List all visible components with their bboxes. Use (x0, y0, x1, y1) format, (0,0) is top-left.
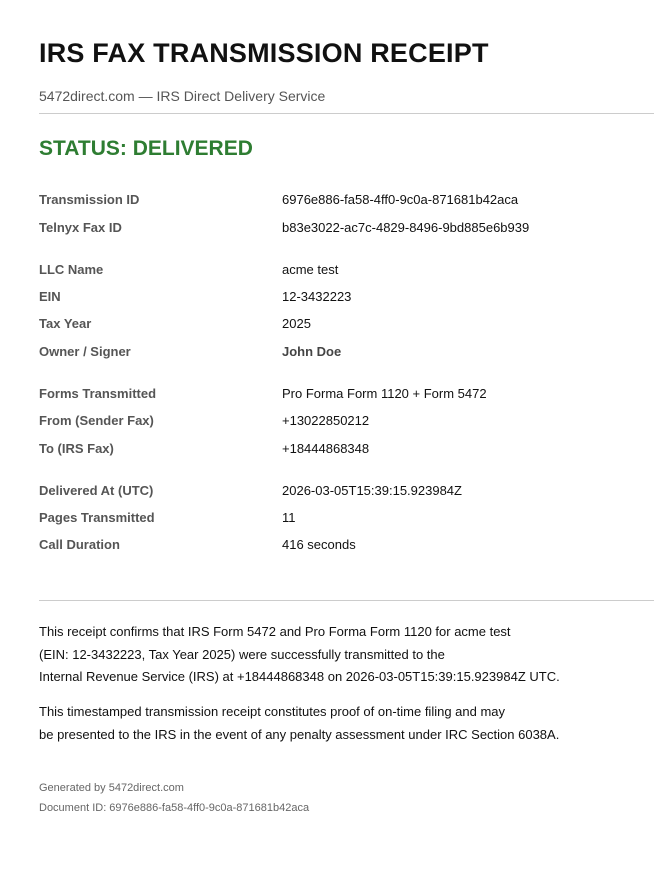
status-badge: STATUS: DELIVERED (39, 137, 253, 160)
paragraph-line: This timestamped transmission receipt constitutes proof of on-time filing and may (39, 704, 506, 719)
field-label: Pages Transmitted (39, 510, 155, 525)
field-label: From (Sender Fax) (39, 413, 154, 428)
body-divider (39, 600, 654, 601)
field-value: 2026-03-05T15:39:15.923984Z (282, 483, 462, 498)
field-transmission-id (39, 192, 639, 210)
field-value: +13022850212 (282, 413, 370, 428)
field-label: Telnyx Fax ID (39, 220, 122, 235)
field-value: 416 seconds (282, 537, 356, 552)
page-subtitle: 5472direct.com — IRS Direct Delivery Service (39, 88, 326, 104)
field-label: Tax Year (39, 316, 92, 331)
field-label: EIN (39, 289, 61, 304)
paragraph-line: This receipt confirms that IRS Form 5472 and Pro Forma Form 1120 for acme test (39, 624, 511, 639)
field-value: John Doe (282, 344, 342, 359)
field-label: Delivered At (UTC) (39, 483, 154, 498)
field-telnyx-fax-id (39, 220, 639, 238)
field-label: To (IRS Fax) (39, 441, 114, 456)
field-label: Owner / Signer (39, 344, 131, 359)
field-sender-fax (39, 413, 639, 431)
header-divider (39, 113, 654, 114)
field-label: Transmission ID (39, 192, 140, 207)
paragraph-line: Internal Revenue Service (IRS) at +18444868348 on 2026-03-05T15:39:15.923984Z UTC. (39, 669, 560, 684)
paragraph-line: (EIN: 12-3432223, Tax Year 2025) were successfully transmitted to the (39, 646, 445, 662)
field-value: +18444868348 (282, 441, 370, 456)
confirmation-paragraph (39, 621, 639, 689)
field-label: Forms Transmitted (39, 386, 157, 401)
field-call-duration (39, 537, 639, 555)
field-value: 2025 (282, 316, 311, 331)
field-value: Pro Forma Form 1120 + Form 5472 (282, 386, 487, 401)
field-value: 12-3432223 (282, 289, 352, 304)
field-irs-fax (39, 441, 639, 459)
field-value: 11 (282, 510, 296, 525)
field-value: b83e3022-ac7c-4829-8496-9bd885e6b939 (282, 220, 530, 235)
field-delivered-at (39, 483, 639, 501)
page-title: IRS FAX TRANSMISSION RECEIPT (39, 38, 489, 68)
field-forms-transmitted (39, 386, 639, 404)
document-id: Document ID: 6976e886-fa58-4ff0-9c0a-871681b42aca (39, 802, 310, 814)
field-value: 6976e886-fa58-4ff0-9c0a-871681b42aca (282, 192, 519, 207)
field-label: LLC Name (39, 262, 104, 277)
field-pages-transmitted (39, 510, 639, 528)
field-value: acme test (282, 262, 339, 277)
paragraph-line: be presented to the IRS in the event of any penalty assessment under IRC Section 6038A. (39, 726, 560, 742)
generated-by: Generated by 5472direct.com (39, 782, 184, 794)
field-label: Call Duration (39, 537, 120, 552)
field-owner-signer (39, 344, 639, 362)
proof-of-filing-paragraph (39, 701, 639, 746)
field-tax-year (39, 316, 639, 334)
field-llc-name (39, 262, 639, 280)
field-ein (39, 289, 639, 307)
